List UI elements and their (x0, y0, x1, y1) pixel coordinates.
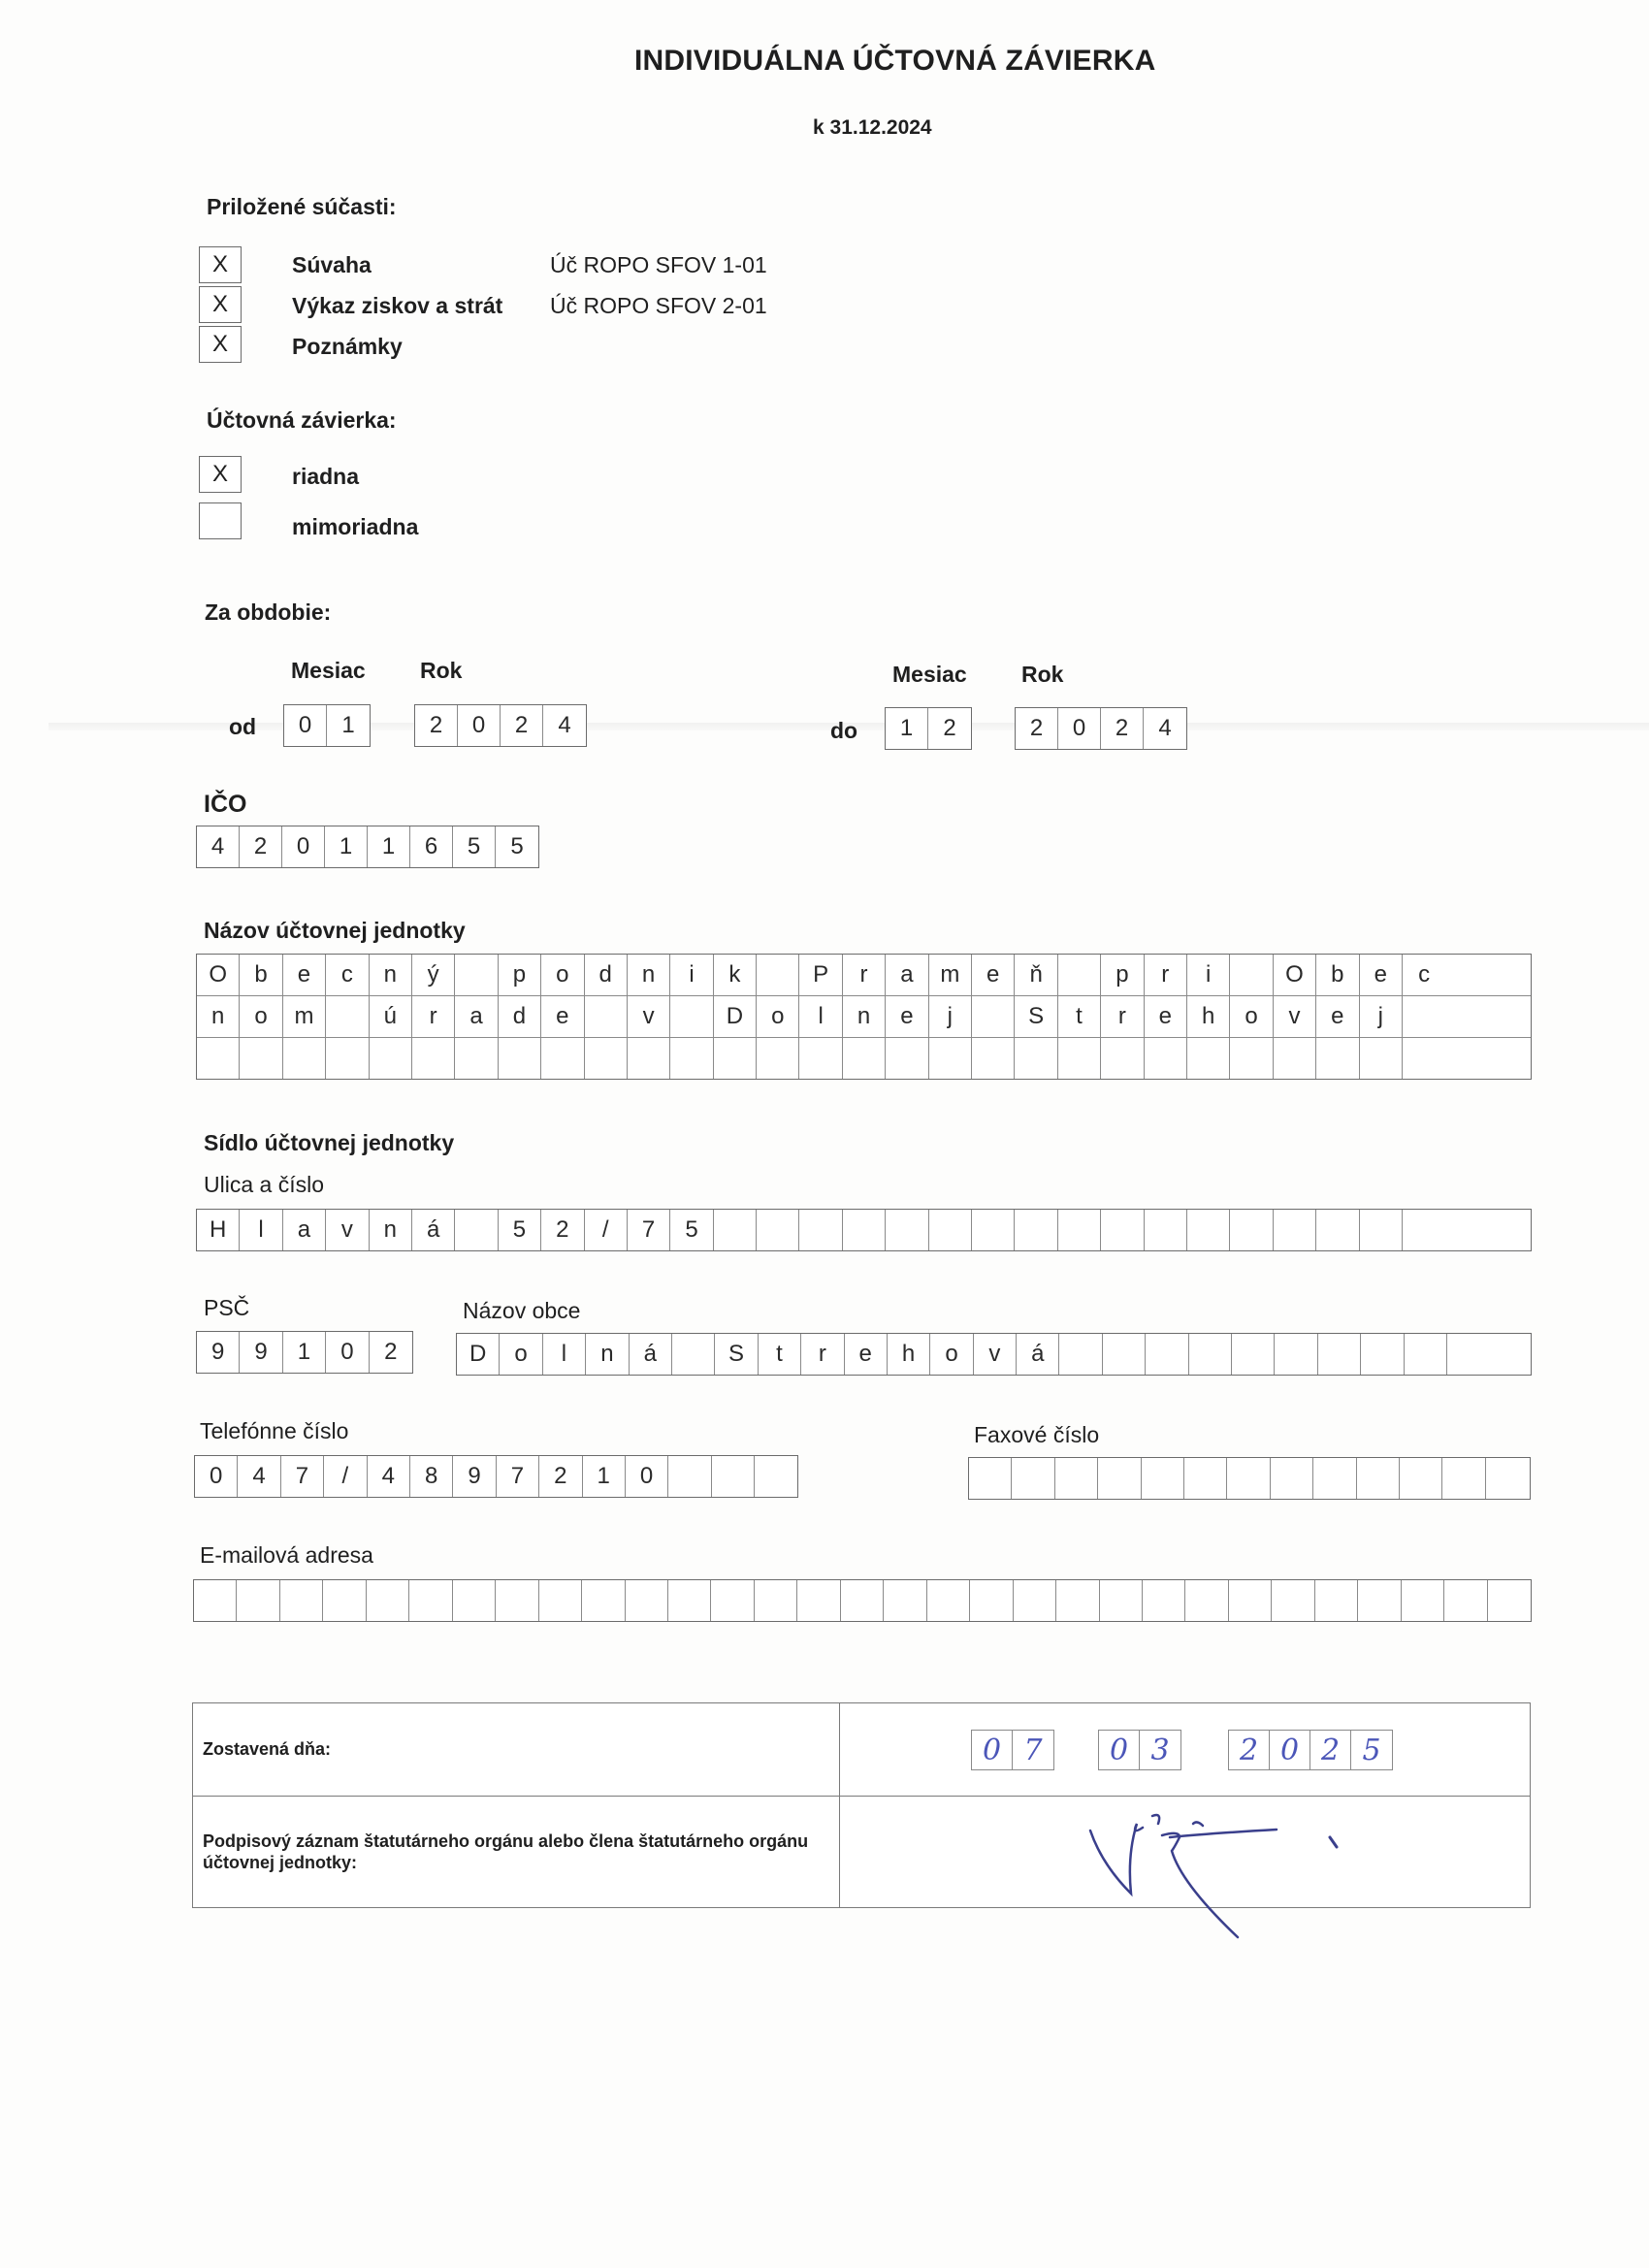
char-cell (194, 1580, 237, 1621)
char-cell (668, 1580, 711, 1621)
digit-cell: 9 (453, 1456, 496, 1497)
char-cell: o (1230, 996, 1273, 1037)
char-cell (757, 955, 799, 995)
statement-date: k 31.12.2024 (813, 116, 932, 139)
char-cell (927, 1580, 970, 1621)
psc-field[interactable] (196, 1331, 413, 1374)
char-cell (409, 1580, 452, 1621)
char-cell: o (240, 996, 282, 1037)
char-cell (799, 1210, 842, 1250)
char-cell: m (929, 955, 972, 995)
handwritten-digit: 0 (972, 1731, 1013, 1769)
char-cell (884, 1580, 926, 1621)
char-cell: l (240, 1210, 282, 1250)
char-cell (1015, 1210, 1057, 1250)
char-cell: H (197, 1210, 240, 1250)
char-cell (1230, 1038, 1273, 1079)
char-cell (841, 1580, 884, 1621)
char-cell: k (714, 955, 757, 995)
attachment-code: Úč ROPO SFOV 2-01 (550, 293, 767, 318)
digit-cell: 7 (281, 1456, 324, 1497)
char-cell (323, 1580, 366, 1621)
compiled-day-box[interactable] (971, 1730, 1054, 1770)
digit-cell: 0 (626, 1456, 668, 1497)
attachment-checkbox-poznamky[interactable]: X (199, 326, 242, 363)
char-cell: b (240, 955, 282, 995)
char-cell: t (759, 1334, 801, 1375)
char-cell (972, 1210, 1015, 1250)
digit-cell (1142, 1458, 1184, 1499)
ico-label: IČO (204, 791, 247, 818)
char-cell (886, 1038, 928, 1079)
char-cell (1101, 1038, 1144, 1079)
char-cell (628, 1038, 670, 1079)
char-cell: O (197, 955, 240, 995)
statement-type-checkbox-mimoriadna[interactable] (199, 502, 242, 539)
digit-cell: 4 (1158, 715, 1172, 741)
char-cell: á (630, 1334, 672, 1375)
char-cell: ň (1015, 955, 1057, 995)
handwritten-digit: 0 (1270, 1731, 1310, 1769)
ico-field[interactable] (196, 826, 539, 868)
digit-cell: 2 (240, 826, 282, 867)
compiled-label: Zostavená dňa: (193, 1703, 840, 1796)
char-cell (1403, 1210, 1445, 1250)
char-cell (843, 1210, 886, 1250)
char-cell (1059, 1334, 1102, 1375)
digit-cell: 0 (326, 1332, 369, 1373)
digit-cell: 9 (240, 1332, 282, 1373)
char-cell (972, 1038, 1015, 1079)
char-cell: h (1187, 996, 1230, 1037)
signature-row (193, 1797, 1530, 1908)
char-cell (1103, 1334, 1146, 1375)
char-cell (626, 1580, 668, 1621)
char-cell: d (585, 955, 628, 995)
char-cell: r (412, 996, 455, 1037)
char-cell: 5 (670, 1210, 713, 1250)
digit-cell: 8 (410, 1456, 453, 1497)
char-cell (1230, 955, 1273, 995)
char-cell (1316, 1038, 1359, 1079)
signature-area[interactable] (840, 1797, 1530, 1908)
char-cell (886, 1210, 928, 1250)
char-cell: n (370, 1210, 412, 1250)
char-cell (1185, 1580, 1228, 1621)
char-cell (1101, 1210, 1144, 1250)
digit-cell: 5 (453, 826, 496, 867)
compiled-month-box[interactable] (1098, 1730, 1181, 1770)
char-cell: j (1360, 996, 1403, 1037)
to-year-field[interactable] (1015, 707, 1187, 750)
to-month-field[interactable] (885, 707, 972, 750)
char-cell: p (1101, 955, 1144, 995)
char-cell: 5 (499, 1210, 541, 1250)
char-cell (1187, 1038, 1230, 1079)
digit-cell (1012, 1458, 1054, 1499)
phone-field[interactable] (194, 1455, 798, 1498)
digit-cell (1184, 1458, 1227, 1499)
digit-cell (1313, 1458, 1356, 1499)
char-cell: l (799, 996, 842, 1037)
char-cell: S (715, 1334, 758, 1375)
attachment-code: Úč ROPO SFOV 1-01 (550, 252, 767, 277)
char-cell: n (197, 996, 240, 1037)
char-cell (1014, 1580, 1056, 1621)
char-cell (1360, 1210, 1403, 1250)
char-cell (539, 1580, 582, 1621)
char-cell (797, 1580, 840, 1621)
psc-label: PSČ (204, 1295, 250, 1320)
digit-cell: 4 (238, 1456, 280, 1497)
char-cell (237, 1580, 279, 1621)
digit-cell: 2 (943, 715, 956, 741)
from-year-field[interactable] (414, 704, 587, 747)
char-cell (1015, 1038, 1057, 1079)
char-cell: r (1145, 955, 1187, 995)
char-cell (326, 996, 369, 1037)
char-cell (670, 996, 713, 1037)
char-cell: v (326, 1210, 369, 1250)
char-cell: r (843, 955, 886, 995)
char-cell (929, 1210, 972, 1250)
statement-type-checkbox-riadna[interactable]: X (199, 456, 242, 493)
digit-cell: 0 (282, 826, 325, 867)
char-cell: O (1274, 955, 1316, 995)
char-cell: / (585, 1210, 628, 1250)
signature-table (192, 1702, 1531, 1908)
digit-cell: 2 (1016, 708, 1058, 749)
char-cell (670, 1038, 713, 1079)
char-cell: l (543, 1334, 586, 1375)
from-month-label: Mesiac (291, 658, 366, 683)
char-cell: a (283, 1210, 326, 1250)
handwritten-digit: 7 (1023, 1733, 1043, 1767)
digit-cell (1357, 1458, 1400, 1499)
char-cell (496, 1580, 538, 1621)
street-field[interactable] (196, 1209, 1532, 1251)
char-cell (412, 1038, 455, 1079)
digit-cell (1442, 1458, 1485, 1499)
char-cell (1402, 1580, 1444, 1621)
digit-cell: 2 (501, 705, 543, 746)
char-cell: ú (370, 996, 412, 1037)
digit-cell (1098, 1458, 1141, 1499)
char-cell: 2 (541, 1210, 584, 1250)
char-cell: n (628, 955, 670, 995)
attachment-name: Poznámky (292, 334, 403, 359)
char-cell: o (930, 1334, 973, 1375)
from-month-field[interactable] (283, 704, 371, 747)
char-cell (711, 1580, 754, 1621)
handwritten-digit: 5 (1362, 1733, 1381, 1767)
char-cell (585, 1038, 628, 1079)
char-cell: o (757, 996, 799, 1037)
char-cell (455, 955, 498, 995)
char-cell: n (586, 1334, 629, 1375)
char-cell (1272, 1580, 1314, 1621)
char-cell (755, 1580, 797, 1621)
email-label: E-mailová adresa (200, 1542, 373, 1568)
digit-cell: 4 (558, 712, 571, 738)
handwritten-digit: 2 (1229, 1731, 1270, 1769)
char-cell: r (1101, 996, 1144, 1037)
to-year-label: Rok (1021, 662, 1064, 687)
char-cell: v (974, 1334, 1017, 1375)
city-label: Názov obce (463, 1298, 581, 1323)
char-cell: c (326, 955, 369, 995)
street-label: Ulica a číslo (204, 1172, 324, 1197)
char-cell (1358, 1580, 1401, 1621)
char-cell (283, 1038, 326, 1079)
char-cell (1405, 1334, 1447, 1375)
char-cell (1187, 1210, 1230, 1250)
char-cell (1058, 955, 1101, 995)
char-cell (714, 1210, 757, 1250)
digit-cell: 5 (510, 833, 524, 859)
char-cell: o (541, 955, 584, 995)
signature-drawing (840, 1777, 1531, 1923)
char-cell (1143, 1580, 1185, 1621)
char-cell (843, 1038, 886, 1079)
to-label: do (830, 718, 858, 743)
char-cell (799, 1038, 842, 1079)
char-cell (1403, 996, 1445, 1037)
char-cell (1145, 1038, 1187, 1079)
char-cell (757, 1038, 799, 1079)
char-cell: n (843, 996, 886, 1037)
char-cell (585, 996, 628, 1037)
char-cell (1058, 1038, 1101, 1079)
digit-cell: 6 (410, 826, 453, 867)
digit-cell (1055, 1458, 1098, 1499)
digit-cell: 4 (368, 1456, 410, 1497)
digit-cell (969, 1458, 1012, 1499)
char-cell: e (1316, 996, 1359, 1037)
page-title: INDIVIDUÁLNA ÚČTOVNÁ ZÁVIERKA (634, 45, 1156, 77)
statement-type-name: riadna (292, 464, 360, 489)
char-cell (970, 1580, 1013, 1621)
digit-cell: 1 (341, 712, 355, 738)
digit-cell: 1 (283, 1332, 326, 1373)
attachment-name: Výkaz ziskov a strát (292, 293, 503, 318)
char-cell: 7 (628, 1210, 670, 1250)
digit-cell: 2 (415, 705, 458, 746)
digit-cell (1227, 1458, 1270, 1499)
to-month-label: Mesiac (892, 662, 967, 687)
char-cell: r (801, 1334, 844, 1375)
digit-cell (668, 1456, 711, 1497)
char-cell (1189, 1334, 1232, 1375)
char-cell (1315, 1580, 1358, 1621)
statement-type-name: mimoriadna (292, 514, 419, 539)
entity-name-field[interactable] (196, 954, 1532, 1080)
char-cell: e (1145, 996, 1187, 1037)
char-cell: D (457, 1334, 500, 1375)
attachment-checkbox-suvaha[interactable]: X (199, 246, 242, 283)
address-label: Sídlo účtovnej jednotky (204, 1130, 455, 1155)
char-cell (1274, 1038, 1316, 1079)
char-cell: t (1058, 996, 1101, 1037)
char-cell: b (1316, 955, 1359, 995)
period-label: Za obdobie: (205, 599, 332, 625)
char-cell: ý (412, 955, 455, 995)
char-cell: j (929, 996, 972, 1037)
char-cell (1058, 1210, 1101, 1250)
char-cell (1360, 1038, 1403, 1079)
char-cell (1447, 1334, 1490, 1375)
email-field[interactable] (193, 1579, 1532, 1622)
char-cell (455, 1210, 498, 1250)
char-cell (455, 1038, 498, 1079)
char-cell (1403, 1038, 1445, 1079)
char-cell: i (670, 955, 713, 995)
digit-cell: 2 (1101, 708, 1144, 749)
digit-cell (712, 1456, 755, 1497)
entity-name-label: Názov účtovnej jednotky (204, 918, 466, 943)
char-cell (1318, 1334, 1361, 1375)
char-cell: v (1274, 996, 1316, 1037)
char-cell (1444, 1580, 1487, 1621)
digit-cell: 0 (195, 1456, 238, 1497)
digit-cell: 2 (539, 1456, 582, 1497)
entity-name-row-2 (197, 996, 1531, 1038)
char-cell (1361, 1334, 1404, 1375)
attachments-label: Priložené súčasti: (207, 194, 397, 219)
char-cell: d (499, 996, 541, 1037)
char-cell: e (845, 1334, 888, 1375)
char-cell (1056, 1580, 1099, 1621)
entity-name-row-1 (197, 955, 1531, 996)
digit-cell (1400, 1458, 1442, 1499)
digit-cell: / (324, 1456, 367, 1497)
char-cell (582, 1580, 625, 1621)
attachment-name: Súvaha (292, 252, 372, 277)
char-cell: e (1360, 955, 1403, 995)
char-cell (1146, 1334, 1188, 1375)
digit-cell (1271, 1458, 1313, 1499)
char-cell (757, 1210, 799, 1250)
handwritten-digit: 3 (1150, 1733, 1170, 1767)
char-cell: i (1187, 955, 1230, 995)
digit-cell: 4 (197, 826, 240, 867)
statement-type-label: Účtovná závierka: (207, 407, 397, 433)
digit-cell (1486, 1458, 1529, 1499)
digit-cell: 2 (384, 1339, 398, 1365)
digit-cell (755, 1456, 797, 1497)
digit-cell: 0 (458, 705, 501, 746)
char-cell (1274, 1210, 1316, 1250)
digit-cell: 1 (368, 826, 410, 867)
char-cell: p (499, 955, 541, 995)
char-cell (453, 1580, 496, 1621)
char-cell (370, 1038, 412, 1079)
char-cell: á (412, 1210, 455, 1250)
char-cell (972, 996, 1015, 1037)
char-cell: e (886, 996, 928, 1037)
fax-field[interactable] (968, 1457, 1531, 1500)
digit-cell: 1 (325, 826, 368, 867)
char-cell (197, 1038, 240, 1079)
digit-cell: 1 (583, 1456, 626, 1497)
char-cell: a (886, 955, 928, 995)
char-cell (367, 1580, 409, 1621)
char-cell: e (972, 955, 1015, 995)
char-cell: á (1017, 1334, 1059, 1375)
char-cell (929, 1038, 972, 1079)
char-cell: h (888, 1334, 930, 1375)
city-field[interactable] (456, 1333, 1532, 1376)
char-cell (1488, 1580, 1531, 1621)
char-cell: v (628, 996, 670, 1037)
char-cell (1316, 1210, 1359, 1250)
handwritten-digit: 0 (1099, 1731, 1140, 1769)
char-cell (1100, 1580, 1143, 1621)
signature-label: Podpisový záznam štatutárneho orgánu alebo člena štatutárneho orgánu účtovnej jednotky: (193, 1797, 840, 1908)
char-cell: P (799, 955, 842, 995)
char-cell (1232, 1334, 1275, 1375)
char-cell (714, 1038, 757, 1079)
char-cell: e (541, 996, 584, 1037)
char-cell (1230, 1210, 1273, 1250)
from-year-label: Rok (420, 658, 463, 683)
entity-name-row-3 (197, 1038, 1531, 1079)
char-cell: n (370, 955, 412, 995)
digit-cell: 9 (197, 1332, 240, 1373)
digit-cell: 1 (886, 708, 928, 749)
char-cell: o (500, 1334, 542, 1375)
char-cell: e (283, 955, 326, 995)
char-cell (499, 1038, 541, 1079)
char-cell: S (1015, 996, 1057, 1037)
char-cell (672, 1334, 715, 1375)
fax-label: Faxové číslo (974, 1422, 1100, 1447)
digit-cell: 0 (1058, 708, 1101, 749)
char-cell: c (1418, 961, 1431, 988)
phone-label: Telefónne číslo (200, 1418, 349, 1443)
char-cell: D (714, 996, 757, 1037)
char-cell (1145, 1210, 1187, 1250)
char-cell (280, 1580, 323, 1621)
char-cell (541, 1038, 584, 1079)
char-cell (1229, 1580, 1272, 1621)
from-label: od (229, 714, 257, 739)
compiled-year-box[interactable] (1228, 1730, 1393, 1770)
char-cell: m (283, 996, 326, 1037)
digit-cell: 0 (284, 705, 327, 746)
handwritten-digit: 2 (1310, 1731, 1351, 1769)
digit-cell: 7 (497, 1456, 539, 1497)
char-cell: a (455, 996, 498, 1037)
attachment-checkbox-vykaz[interactable]: X (199, 286, 242, 323)
char-cell (1275, 1334, 1317, 1375)
char-cell (326, 1038, 369, 1079)
char-cell (240, 1038, 282, 1079)
